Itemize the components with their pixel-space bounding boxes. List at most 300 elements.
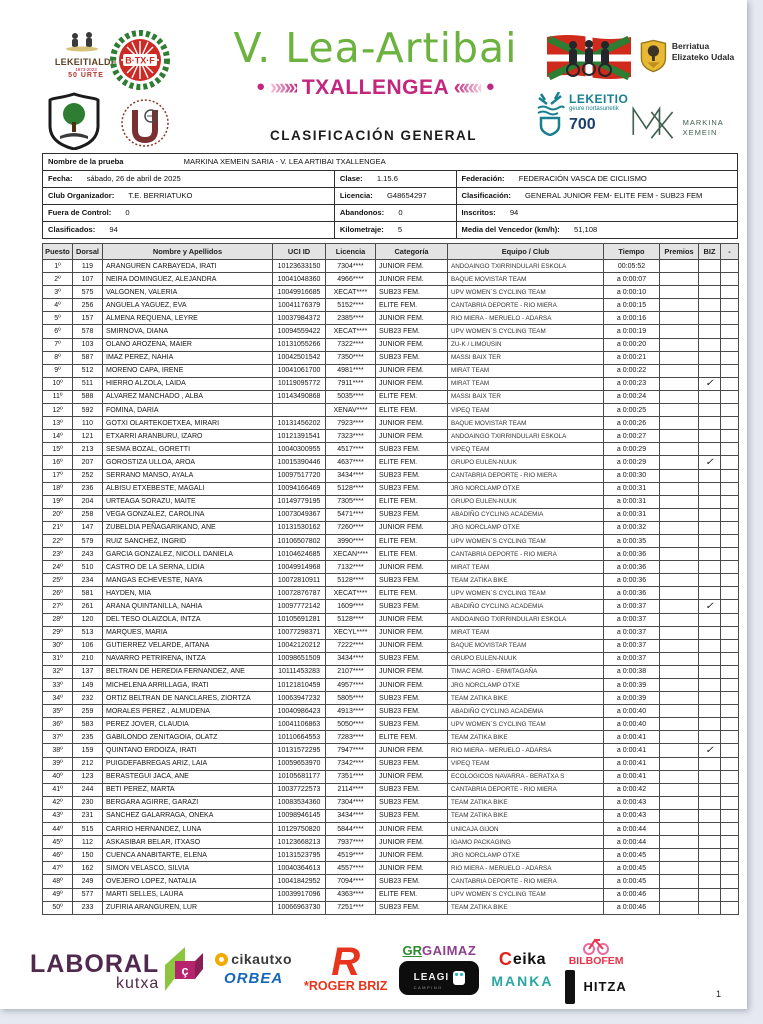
nombre-cell: MARQUES, MARIA <box>103 626 273 639</box>
nombre-cell: PEREZ JOVER, CLAUDIA <box>103 718 273 731</box>
tiempo-cell: a 0:00:21 <box>604 351 660 364</box>
table-row <box>43 639 739 652</box>
categoria-cell: SUB23 FEM. <box>376 351 448 364</box>
equipo-cell: UNICAJA GIJON <box>448 823 604 836</box>
premios-cell <box>660 574 699 587</box>
sponsor-footer <box>30 936 720 1002</box>
puesto-cell: 35º <box>43 705 73 718</box>
premios-cell <box>660 744 699 757</box>
tiempo-cell: a 0:00:46 <box>604 901 660 914</box>
licencia-cell: 5035**** <box>326 390 376 403</box>
clase-label: Clase: <box>339 174 363 183</box>
berriatua-udala-label: Berriatua Elizateko Udala <box>671 41 735 62</box>
table-row <box>43 849 739 862</box>
licencia-cell: 7222**** <box>326 639 376 652</box>
dorsal-cell: 243 <box>73 548 103 561</box>
premios-cell <box>660 705 699 718</box>
puesto-cell: 38º <box>43 744 73 757</box>
licencia-cell: 4363**** <box>326 888 376 901</box>
equipo-cell: JRG NORCLAMP OTXE <box>448 521 604 534</box>
info-clase-cell <box>334 171 456 188</box>
biz-cell <box>699 679 721 692</box>
tiempo-cell: a 0:00:38 <box>604 665 660 678</box>
dash-cell <box>721 809 739 822</box>
biz-cell <box>699 705 721 718</box>
tiempo-cell: a 0:00:45 <box>604 875 660 888</box>
uci-id-cell: 10131456202 <box>273 417 326 430</box>
gaimaz-logo <box>402 943 476 958</box>
premios-cell <box>660 561 699 574</box>
licencia-label: Licencia: <box>339 191 373 200</box>
nombre-cell: URTEAGA SORAZU, MAITE <box>103 495 273 508</box>
dorsal-cell: 230 <box>73 796 103 809</box>
equipo-cell: BAQUE MOVISTAR TEAM <box>448 639 604 652</box>
uci-id-cell: 10039917096 <box>273 888 326 901</box>
tiempo-cell: a 0:00:24 <box>604 390 660 403</box>
dash-cell <box>721 534 739 547</box>
tiempo-cell: a 0:00:41 <box>604 757 660 770</box>
puesto-cell: 27º <box>43 600 73 613</box>
categoria-cell: JUNIOR FEM. <box>376 273 448 286</box>
premios-cell <box>660 665 699 678</box>
biz-cell <box>699 796 721 809</box>
nombre-cell: CASTRO DE LA SERNA, LIDIA <box>103 561 273 574</box>
dorsal-cell: 234 <box>73 574 103 587</box>
urepel-logo <box>565 970 575 1004</box>
uci-id-cell: 10131523795 <box>273 849 326 862</box>
table-row <box>43 692 739 705</box>
puesto-cell: 26º <box>43 587 73 600</box>
leagi-text: LEAGI <box>413 971 450 983</box>
nombre-cell: MANGAS ECHEVESTE, NAYA <box>103 574 273 587</box>
table-row <box>43 404 739 417</box>
categoria-cell: JUNIOR FEM. <box>376 679 448 692</box>
licencia-cell: XECAT**** <box>326 286 376 299</box>
puesto-cell: 16º <box>43 456 73 469</box>
categoria-cell: JUNIOR FEM. <box>376 521 448 534</box>
categoria-cell: SUB23 FEM. <box>376 325 448 338</box>
premios-cell <box>660 260 699 273</box>
premios-cell <box>660 377 699 390</box>
categoria-cell: SUB23 FEM. <box>376 796 448 809</box>
nombre-cell: ZUBELDIA PEÑAGARIKANO, ANE <box>103 521 273 534</box>
uci-id-cell: 10073049367 <box>273 508 326 521</box>
nombre-cell: GOTXI OLARTEKOETXEA, MIRARI <box>103 417 273 430</box>
equipo-cell: TEAM ZATIKA BIKE <box>448 692 604 705</box>
categoria-cell: SUB23 FEM. <box>376 469 448 482</box>
lekeitialde-name: LEKEITIALDE <box>54 57 118 67</box>
laboral-kutxa-icon <box>163 945 203 993</box>
col-dorsal: Dorsal <box>73 244 103 260</box>
manka-logo: MANKA <box>491 973 554 989</box>
table-row <box>43 443 739 456</box>
categoria-cell: SUB23 FEM. <box>376 783 448 796</box>
col-premios: Premios <box>660 244 699 260</box>
equipo-cell: RIO MIERA - MERUELO - ADARSA <box>448 862 604 875</box>
tiempo-cell: a 0:00:25 <box>604 404 660 417</box>
equipo-cell: ZU-K / LIMOUSIN <box>448 338 604 351</box>
dorsal-cell: 147 <box>73 521 103 534</box>
lekeitialde-urte: 50 URTE <box>68 72 104 79</box>
table-row <box>43 836 739 849</box>
uci-id-cell: 10143490868 <box>273 390 326 403</box>
tiempo-cell: a 0:00:22 <box>604 364 660 377</box>
uci-id-cell: 10072876787 <box>273 587 326 600</box>
uci-id-cell: 10105691281 <box>273 613 326 626</box>
nombre-cell: MORENO CAPA, IRENE <box>103 364 273 377</box>
dorsal-cell: 149 <box>73 679 103 692</box>
roger-briz-r-icon: R <box>331 940 361 984</box>
tiempo-cell: a 0:00:41 <box>604 731 660 744</box>
dash-cell <box>721 692 739 705</box>
puesto-cell: 46º <box>43 849 73 862</box>
fecha-label: Fecha: <box>48 174 73 183</box>
biz-cell <box>699 875 721 888</box>
info-fuera-cell <box>43 205 335 222</box>
puesto-cell: 34º <box>43 692 73 705</box>
biz-cell <box>699 849 721 862</box>
table-row <box>43 286 739 299</box>
categoria-cell: SUB23 FEM. <box>376 901 448 914</box>
biz-cell <box>699 888 721 901</box>
uci-id-cell: 10129750820 <box>273 823 326 836</box>
uci-id-cell: 10104624685 <box>273 548 326 561</box>
categoria-cell: ELITE FEM. <box>376 888 448 901</box>
biz-cell <box>699 561 721 574</box>
premios-cell <box>660 338 699 351</box>
cikautxo-ring-icon <box>215 953 228 966</box>
page-number: 1 <box>715 989 721 999</box>
nombre-cell: VALGONEN, VALERIA <box>103 286 273 299</box>
biz-cell <box>699 809 721 822</box>
categoria-cell: ELITE FEM. <box>376 731 448 744</box>
licencia-cell: 7923**** <box>326 417 376 430</box>
licencia-cell: 2114**** <box>326 783 376 796</box>
biz-cell <box>699 731 721 744</box>
equipo-cell: CANTABRIA DEPORTE - RIO MIERA <box>448 783 604 796</box>
licencia-cell: 7322**** <box>326 338 376 351</box>
dash-cell <box>721 639 739 652</box>
equipo-cell: BAQUE MOVISTAR TEAM <box>448 273 604 286</box>
tiempo-cell: a 0:00:40 <box>604 718 660 731</box>
premios-cell <box>660 809 699 822</box>
col-uci-id: UCI ID <box>273 244 326 260</box>
info-media-cell <box>456 222 737 239</box>
dorsal-cell: 119 <box>73 260 103 273</box>
table-row <box>43 718 739 731</box>
tiempo-cell: a 0:00:36 <box>604 561 660 574</box>
biz-cell <box>699 390 721 403</box>
tiempo-cell: a 0:00:07 <box>604 273 660 286</box>
markina-xemein-label: MARKINA XEMEIN <box>682 118 724 137</box>
table-row <box>43 338 739 351</box>
licencia-cell: 5050**** <box>326 718 376 731</box>
col-dash: - <box>721 244 739 260</box>
dorsal-cell: 511 <box>73 377 103 390</box>
nombre-cell: VEGA GONZALEZ, CAROLINA <box>103 508 273 521</box>
race-title: V. Lea-Artibai <box>233 24 518 72</box>
subtitle-left-dot: ● <box>256 78 266 95</box>
lekeitio-700-badge: 700 <box>569 116 596 134</box>
dash-cell <box>721 377 739 390</box>
premios-cell <box>660 796 699 809</box>
categoria-cell: JUNIOR FEM. <box>376 561 448 574</box>
dash-cell <box>721 508 739 521</box>
equipo-cell: RIO MIERA - MERUELO - ADARSA <box>448 744 604 757</box>
info-abandonos-cell <box>334 205 456 222</box>
puesto-cell: 33º <box>43 679 73 692</box>
equipo-cell: MIRAT TEAM <box>448 377 604 390</box>
bilbofem-bike-icon <box>581 935 611 955</box>
equipo-cell: RIO MIERA - MERUELO - ADARSA <box>448 312 604 325</box>
tiempo-cell: a 0:00:37 <box>604 600 660 613</box>
dash-cell <box>721 744 739 757</box>
licencia-cell: 5805**** <box>326 692 376 705</box>
info-row-fecha <box>43 171 738 188</box>
uci-id-cell: 10063947232 <box>273 692 326 705</box>
equipo-cell: UPV WOMEN´S CYCLING TEAM <box>448 325 604 338</box>
tiempo-cell: a 0:00:36 <box>604 548 660 561</box>
info-clasificacion-cell <box>456 188 737 205</box>
premios-cell <box>660 783 699 796</box>
equipo-cell: ANDOAINGO TXIRRINDULARI ESKOLA <box>448 260 604 273</box>
licencia-cell: 3434**** <box>326 652 376 665</box>
equipo-cell: UPV WOMEN´S CYCLING TEAM <box>448 587 604 600</box>
nombre-cell: CARRIO HERNANDEZ, LUNA <box>103 823 273 836</box>
tiempo-cell: a 0:00:31 <box>604 482 660 495</box>
table-row <box>43 260 739 273</box>
dash-cell <box>721 613 739 626</box>
dorsal-cell: 258 <box>73 508 103 521</box>
equipo-cell: ANDOAINGO TXIRRINDULARI ESKOLA <box>448 430 604 443</box>
premios-cell <box>660 770 699 783</box>
table-row <box>43 652 739 665</box>
tiempo-cell: a 0:00:37 <box>604 652 660 665</box>
uci-id-cell: 10066963730 <box>273 901 326 914</box>
table-row <box>43 325 739 338</box>
categoria-cell: JUNIOR FEM. <box>376 364 448 377</box>
nombre-cell: GUTIERREZ VELARDE, AITANA <box>103 639 273 652</box>
abandonos-label: Abandonos: <box>339 208 385 217</box>
licencia-cell: 5471**** <box>326 508 376 521</box>
licencia-value: G48654297 <box>386 191 427 200</box>
uci-id-cell: 10037722573 <box>273 783 326 796</box>
col-biz: BIZ <box>699 244 721 260</box>
uci-id-cell: 10110664553 <box>273 731 326 744</box>
equipo-cell: JRG NORCLAMP OTXE <box>448 482 604 495</box>
premios-cell <box>660 587 699 600</box>
categoria-cell: SUB23 FEM. <box>376 652 448 665</box>
premios-cell <box>660 718 699 731</box>
uci-id-cell <box>273 404 326 417</box>
table-row <box>43 469 739 482</box>
dash-cell <box>721 495 739 508</box>
table-row <box>43 679 739 692</box>
col-puesto: Puesto <box>43 244 73 260</box>
equipo-cell: TEAM ZATIKA BIKE <box>448 574 604 587</box>
info-fecha-cell <box>43 171 335 188</box>
tiempo-cell: a 0:00:37 <box>604 626 660 639</box>
dorsal-cell: 577 <box>73 888 103 901</box>
dorsal-cell: 259 <box>73 705 103 718</box>
laboral-kutxa-logo <box>30 945 203 993</box>
nombre-cell: OVEJERO LOPEZ, NATALIA <box>103 875 273 888</box>
puesto-cell: 50º <box>43 901 73 914</box>
tiempo-cell: a 0:00:30 <box>604 469 660 482</box>
dash-cell <box>721 299 739 312</box>
nombre-cell: BERASTEGUI JACA, ANE <box>103 770 273 783</box>
dorsal-cell: 162 <box>73 862 103 875</box>
equipo-cell: UPV WOMEN´S CYCLING TEAM <box>448 718 604 731</box>
race-subtitle <box>203 74 548 100</box>
eika-logo <box>499 949 546 970</box>
fuera-label: Fuera de Control: <box>48 208 112 217</box>
dash-cell <box>721 849 739 862</box>
uci-id-cell: 10041106863 <box>273 718 326 731</box>
btxf-federation-logo <box>108 27 172 98</box>
dorsal-cell: 588 <box>73 390 103 403</box>
tiempo-cell: a 0:00:41 <box>604 770 660 783</box>
dorsal-cell: 159 <box>73 744 103 757</box>
dorsal-cell: 150 <box>73 849 103 862</box>
biz-cell <box>699 325 721 338</box>
table-row <box>43 273 739 286</box>
dorsal-cell: 510 <box>73 561 103 574</box>
puesto-cell: 48º <box>43 875 73 888</box>
table-row <box>43 757 739 770</box>
tiempo-cell: a 0:00:29 <box>604 456 660 469</box>
biz-cell <box>699 469 721 482</box>
table-row <box>43 783 739 796</box>
premios-cell <box>660 639 699 652</box>
table-row <box>43 508 739 521</box>
fecha-value: sábado, 26 de abril de 2025 <box>86 174 181 183</box>
premios-cell <box>660 875 699 888</box>
uci-id-cell: 10098651509 <box>273 652 326 665</box>
puesto-cell: 43º <box>43 809 73 822</box>
biz-cell <box>699 482 721 495</box>
tiempo-cell: a 0:00:36 <box>604 574 660 587</box>
nombre-cell: ASKASIBAR BELAR, ITXASO <box>103 836 273 849</box>
col-licencia: Licencia <box>326 244 376 260</box>
nombre-cell: FOMINA, DARIA <box>103 404 273 417</box>
race-title-block <box>203 24 548 100</box>
licencia-cell: 2107**** <box>326 665 376 678</box>
biz-cell <box>699 338 721 351</box>
biz-cell: ✓ <box>699 744 721 757</box>
puesto-cell: 37º <box>43 731 73 744</box>
dorsal-cell: 231 <box>73 809 103 822</box>
roger-briz-logo <box>304 940 388 993</box>
categoria-cell: JUNIOR FEM. <box>376 260 448 273</box>
biz-cell <box>699 639 721 652</box>
dorsal-cell: 244 <box>73 783 103 796</box>
premios-cell <box>660 626 699 639</box>
premios-cell <box>660 325 699 338</box>
puesto-cell: 14º <box>43 430 73 443</box>
nombre-cell: RUIZ SANCHEZ, INGRID <box>103 534 273 547</box>
btxf-wreath-icon <box>108 27 172 93</box>
dorsal-cell: 515 <box>73 823 103 836</box>
equipo-cell: CANTABRIA DEPORTE - RIO MIERA <box>448 548 604 561</box>
dash-cell <box>721 888 739 901</box>
dorsal-cell: 213 <box>73 443 103 456</box>
licencia-cell: 5128**** <box>326 613 376 626</box>
tiempo-cell: a 0:00:26 <box>604 417 660 430</box>
premios-cell <box>660 404 699 417</box>
categoria-cell: SUB23 FEM. <box>376 286 448 299</box>
dorsal-cell: 256 <box>73 299 103 312</box>
nombre-cell: ARANA QUINTANILLA, NAHIA <box>103 600 273 613</box>
federacion-label: Federación: <box>461 174 505 183</box>
equipo-cell: ABADIÑO CYCLING ACADEMIA <box>448 705 604 718</box>
dorsal-cell: 232 <box>73 692 103 705</box>
equipo-cell: TEAM ZATIKA BIKE <box>448 901 604 914</box>
dash-cell <box>721 574 739 587</box>
puesto-cell: 9º <box>43 364 73 377</box>
dorsal-cell: 249 <box>73 875 103 888</box>
dorsal-cell: 107 <box>73 273 103 286</box>
licencia-cell: 4519**** <box>326 849 376 862</box>
dash-cell <box>721 312 739 325</box>
nombre-cell: BETI PEREZ, MARTA <box>103 783 273 796</box>
dorsal-cell: 112 <box>73 836 103 849</box>
uci-id-cell: 10121391541 <box>273 430 326 443</box>
uci-id-cell: 10111453283 <box>273 665 326 678</box>
categoria-cell: ELITE FEM. <box>376 587 448 600</box>
biz-cell <box>699 757 721 770</box>
biz-cell: ✓ <box>699 456 721 469</box>
table-row <box>43 456 739 469</box>
licencia-cell: 7283**** <box>326 731 376 744</box>
nombre-cell: ORTIZ BELTRAN DE NANCLARES, ZIORTZA <box>103 692 273 705</box>
tiempo-cell: a 0:00:23 <box>604 377 660 390</box>
categoria-cell: JUNIOR FEM. <box>376 770 448 783</box>
dash-cell <box>721 718 739 731</box>
licencia-cell: 3990**** <box>326 534 376 547</box>
clase-value: 1.15.6 <box>376 174 398 183</box>
categoria-cell: ELITE FEM. <box>376 404 448 417</box>
tiempo-cell: 00:05:52 <box>604 260 660 273</box>
equipo-cell: TIMAC AGRO - ERMITAGAÑA <box>448 665 604 678</box>
equipo-cell: MIRAT TEAM <box>448 561 604 574</box>
dash-cell <box>721 757 739 770</box>
categoria-cell: SUB23 FEM. <box>376 600 448 613</box>
biz-cell <box>699 521 721 534</box>
dash-cell <box>721 430 739 443</box>
nombre-cell: ZUFIRIA ARANGUREN, LUR <box>103 901 273 914</box>
uci-id-cell: 10040364613 <box>273 862 326 875</box>
premios-cell <box>660 456 699 469</box>
dash-cell <box>721 783 739 796</box>
premios-cell <box>660 652 699 665</box>
table-row <box>43 888 739 901</box>
licencia-cell: 7911**** <box>326 377 376 390</box>
dorsal-cell: 252 <box>73 469 103 482</box>
biz-cell <box>699 273 721 286</box>
table-row <box>43 430 739 443</box>
biz-cell <box>699 613 721 626</box>
equipo-cell: ABADIÑO CYCLING ACADEMIA <box>448 508 604 521</box>
info-row-clasificados <box>43 222 738 239</box>
fuera-value: 0 <box>125 208 130 217</box>
dash-cell <box>721 338 739 351</box>
uci-id-cell: 10123668213 <box>273 836 326 849</box>
dorsal-cell: 233 <box>73 901 103 914</box>
tiempo-cell: a 0:00:27 <box>604 430 660 443</box>
tiempo-cell: a 0:00:41 <box>604 744 660 757</box>
licencia-cell: 5128**** <box>326 574 376 587</box>
